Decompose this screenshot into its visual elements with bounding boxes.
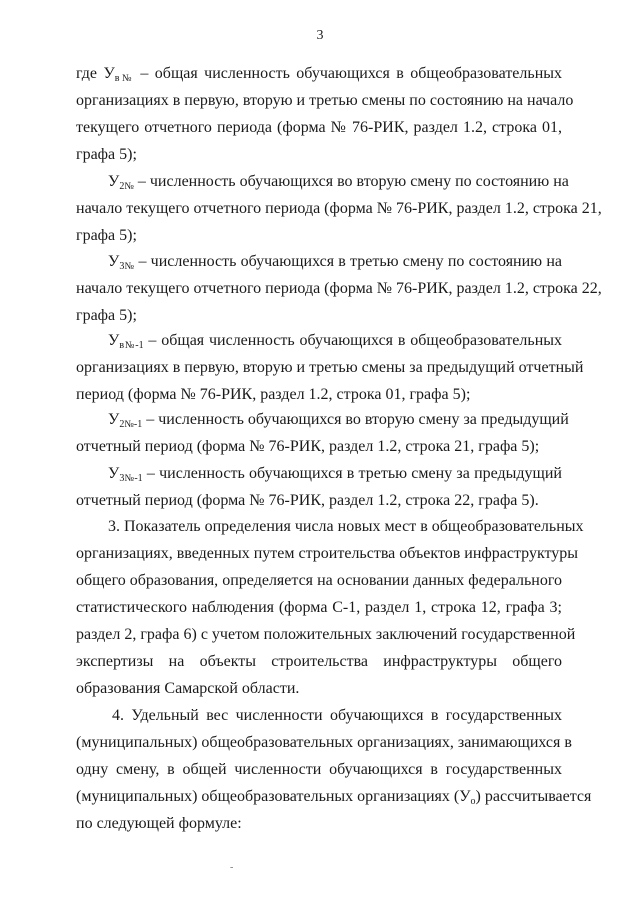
text-line: общего образования, определяется на основании данных федерального: [76, 572, 562, 589]
definition-total-current: [76, 60, 574, 168]
text-line: текущего отчетного периода (форма № 76-РИК, раздел 1.2, строка 01,: [76, 119, 562, 136]
text-line: отчетный период (форма № 76-РИК, раздел 1.2, строка 22, графа 5).: [76, 492, 539, 509]
paragraph-3: [76, 513, 584, 702]
definition-third-shift-previous: [76, 460, 562, 514]
page-number: 3: [316, 28, 324, 43]
text-line: $У_{в№-1}$ – общая численность обучающихся в общеобразовательных: [108, 332, 562, 351]
text-line: организациях в первую, вторую и третью смены за предыдущий отчетный: [76, 359, 584, 376]
footer-mark: -: [230, 862, 234, 873]
text-line: статистического наблюдения (форма С-1, раздел 1, строка 12, графа 3;: [76, 599, 562, 616]
text-line: $У_{3№-1}$ – численность обучающихся в третью смену за предыдущий: [108, 465, 562, 484]
text-line: по следующей формуле:: [76, 815, 242, 832]
text-line: период (форма № 76-РИК, раздел 1.2, строка 01, графа 5);: [76, 386, 471, 403]
paragraph-4: [76, 702, 592, 837]
text-line: $У_{3№}$ – численность обучающихся в третью смену по состоянию на: [108, 253, 562, 272]
text-line: графа 5);: [76, 146, 137, 163]
text-line: отчетный период (форма № 76-РИК, раздел 1.2, строка 21, графа 5);: [76, 438, 540, 455]
definition-third-shift-current: [76, 248, 602, 329]
text-line: $У_{2№-1}$ – численность обучающихся во вторую смену за предыдущий: [108, 411, 569, 430]
text-line: начало текущего отчетного периода (форма № 76-РИК, раздел 1.2, строка 22,: [76, 280, 602, 297]
text-line: организациях в первую, вторую и третью смены по состоянию на начало: [76, 92, 574, 109]
definition-total-previous: [76, 327, 584, 408]
text-line: одну смену, в общей численности обучающихся в государственных: [76, 761, 562, 778]
text-line: образования Самарской области.: [76, 680, 300, 697]
text-line: $У_{2№}$ – численность обучающихся во вторую смену по состоянию на: [108, 173, 569, 192]
text-line: раздел 2, графа 6) с учетом положительных заключений государственной: [76, 626, 576, 643]
text-line: 3. Показатель определения числа новых мест в общеобразовательных: [108, 518, 584, 535]
text-line: (муниципальных) общеобразовательных организациях $(У_о)$ рассчитывается: [76, 788, 592, 807]
definition-second-shift-current: [76, 168, 602, 249]
text-line: графа 5);: [76, 307, 137, 324]
text-line: экспертизы на объекты строительства инфраструктуры общего: [76, 653, 562, 670]
definition-second-shift-previous: [76, 406, 569, 460]
text-line: организациях, введенных путем строительства объектов инфраструктуры: [76, 545, 579, 562]
text-line: где $У_{в№}$ – общая численность обучающихся в общеобразовательных: [76, 65, 562, 84]
text-line: (муниципальных) общеобразовательных организациях, занимающихся в: [76, 734, 572, 751]
text-line: 4. Удельный вес численности обучающихся в государственных: [112, 707, 562, 724]
text-line: графа 5);: [76, 227, 137, 244]
text-line: начало текущего отчетного периода (форма № 76-РИК, раздел 1.2, строка 21,: [76, 200, 602, 217]
